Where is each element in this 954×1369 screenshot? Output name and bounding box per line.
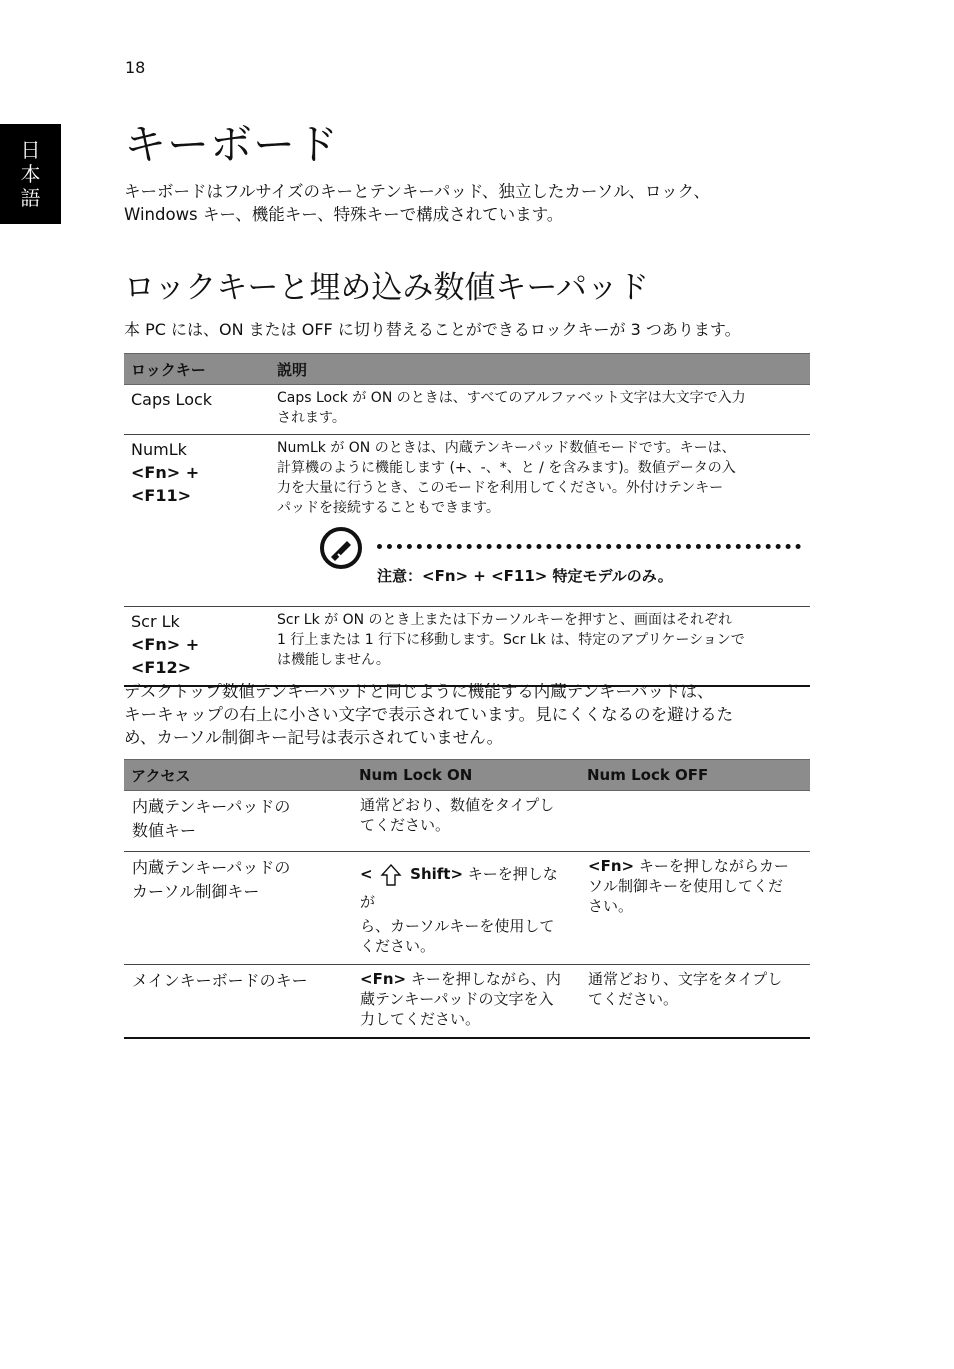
cell-line: 通常どおり、文字をタイプし [588, 970, 783, 988]
page-number: 18 [125, 58, 146, 77]
lock-key-name: NumLk [131, 440, 187, 459]
access-table [124, 759, 810, 1039]
lock-desc-cell [270, 435, 810, 607]
numlock-off-cell [580, 852, 810, 965]
table-row [124, 965, 810, 1039]
note-pen-icon [319, 526, 363, 570]
table-header-row [124, 760, 810, 791]
lock-key-cell [124, 435, 270, 607]
table-row [124, 607, 810, 687]
desc-line: パッドを接続することもできます。 [277, 500, 500, 516]
lead-paragraph: 本 PC には、ON または OFF に切り替えることができるロックキーが 3 つあります。 [124, 320, 741, 339]
fn-key-label: <Fn> [360, 970, 407, 988]
shift-arrow-icon [380, 863, 402, 887]
lang-char: 本 [20, 162, 41, 186]
cell-line: 数値キー [132, 821, 197, 840]
cell-line [360, 969, 572, 989]
lock-key-shortcut: <Fn> + <F11> [131, 463, 200, 505]
cell-line: 蔵テンキーパッドの文字を入 [360, 990, 554, 1008]
table-header-row [124, 354, 810, 385]
intro-paragraph [124, 180, 814, 226]
note-text: 注意：<Fn> + <F11> 特定モデルのみ。 [377, 567, 673, 585]
table-header: ロックキー [124, 354, 270, 385]
desc-line: は機能しません。 [277, 652, 390, 668]
desc-line: Scr Lk が ON のとき上または下カーソルキーを押すと、画面はそれぞれ [277, 612, 732, 628]
section-title: ロックキーと埋め込み数値キーパッド [124, 270, 649, 306]
cell-line [360, 860, 572, 916]
lock-key-name: Caps Lock [131, 390, 213, 409]
keypad-paragraph [124, 680, 814, 749]
key-bracket: < [360, 865, 373, 883]
lock-desc-cell [270, 607, 810, 687]
access-cell [124, 852, 352, 965]
cell-line: カーソル制御キー [132, 882, 260, 901]
cell-line: ら、カーソルキーを使用して [360, 917, 555, 935]
cell-line: ソル制御キーを使用してくだ [588, 877, 784, 895]
access-cell [124, 965, 352, 1039]
paragraph-line: キーキャップの右上に小さい文字で表示されています。見にくくなるのを避けるた [124, 705, 734, 724]
table-header: 説明 [270, 354, 810, 385]
lang-char: 語 [20, 186, 41, 210]
table-header: Num Lock OFF [580, 760, 810, 791]
cell-line: 力してください。 [360, 1010, 481, 1028]
shift-key-label: Shift> [410, 865, 464, 883]
lock-key-cell [124, 385, 270, 435]
lang-char: 日 [20, 138, 41, 162]
desc-line: Caps Lock が ON のときは、すべてのアルファベット文字は大文字で入力 [277, 390, 746, 406]
language-tab [0, 124, 61, 224]
desc-line: されます。 [277, 410, 346, 426]
access-cell [124, 791, 352, 852]
note-box [277, 518, 803, 600]
intro-line: キーボードはフルサイズのキーとテンキーパッド、独立したカーソル、ロック、 [124, 182, 710, 201]
lock-key-name: Scr Lk [131, 612, 180, 631]
table-row [124, 791, 810, 852]
cell-line: 内蔵テンキーパッドの [132, 797, 291, 816]
lock-desc-cell [270, 385, 810, 435]
cell-line: ください。 [360, 937, 436, 955]
cell-text: キーを押しながら、内 [406, 970, 561, 988]
cell-line: 内蔵テンキーパッドの [132, 858, 291, 877]
desc-line: NumLk が ON のときは、内蔵テンキーパッド数値モードです。キーは、 [277, 440, 736, 456]
cell-line: 通常どおり、数値をタイプし [360, 796, 555, 814]
cell-line [588, 856, 802, 876]
numlock-off-cell [580, 791, 810, 852]
paragraph-line: め、カーソル制御キー記号は表示されていません。 [124, 728, 504, 747]
cell-line: てください。 [588, 990, 679, 1008]
fn-key-label: <Fn> [588, 857, 635, 875]
cell-line: てください。 [360, 816, 451, 834]
numlock-on-cell [352, 965, 580, 1039]
lock-key-table [124, 353, 810, 687]
cell-line: メインキーボードのキー [132, 971, 308, 990]
desc-line: 計算機のように機能します (+、-、*、と / を含みます)。数値データの入 [277, 460, 736, 476]
cell-text: キーを押しながらカー [634, 857, 789, 875]
page-title: キーボード [124, 120, 340, 169]
numlock-off-cell [580, 965, 810, 1039]
desc-line: 力を大量に行うとき、このモードを利用してください。外付けテンキー [277, 480, 724, 496]
table-row [124, 385, 810, 435]
numlock-on-cell [352, 852, 580, 965]
lock-key-shortcut: <Fn> + <F12> [131, 635, 200, 677]
desc-line: 1 行上または 1 行下に移動します。Scr Lk は、特定のアプリケーションで [277, 632, 745, 648]
intro-line: Windows キー、機能キー、特殊キーで構成されています。 [124, 205, 564, 224]
note-divider [377, 544, 801, 549]
table-header: Num Lock ON [352, 760, 580, 791]
table-row [124, 852, 810, 965]
paragraph-line: デスクトップ数値テンキーパッドと同じように機能する内蔵テンキーパッドは、 [124, 682, 714, 701]
cell-line: さい。 [588, 897, 634, 915]
numlock-on-cell [352, 791, 580, 852]
table-header: アクセス [124, 760, 352, 791]
table-row [124, 435, 810, 607]
lock-key-cell [124, 607, 270, 687]
cell-text: キーを押しなが [360, 865, 558, 911]
